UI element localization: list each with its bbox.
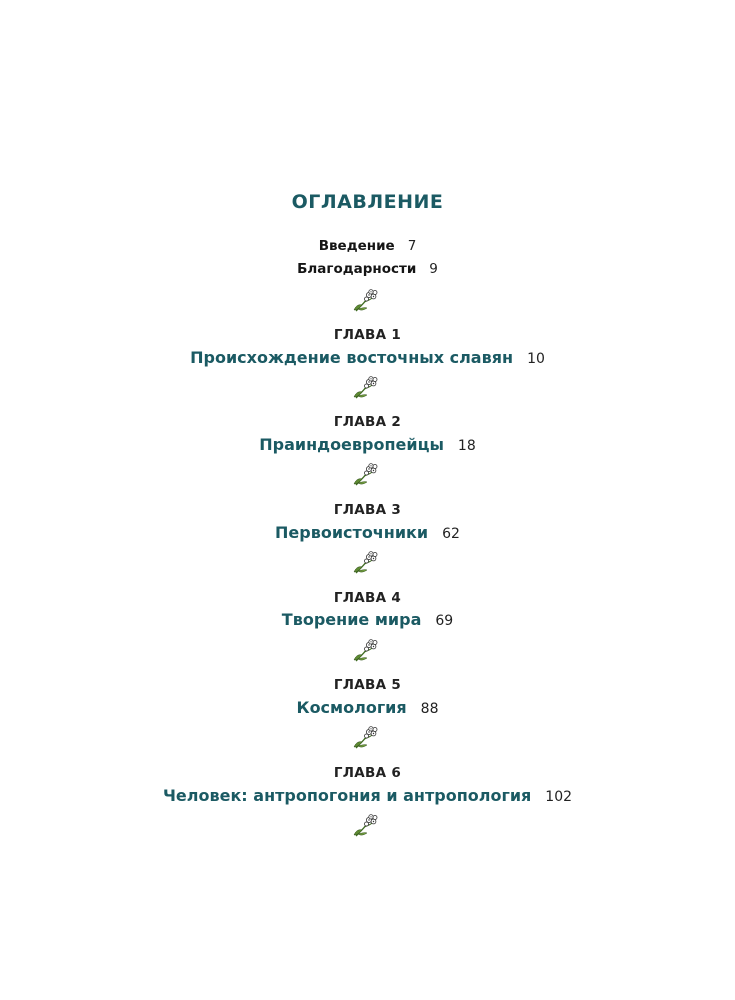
toc-title: ОГЛАВЛЕНИЕ [291,191,444,213]
chapter-title: Человек: антропогония и антропология [162,786,532,805]
chapter-title: Космология [296,698,407,717]
toc-entry-chapter-3[interactable] [0,525,735,541]
chapter-label: ГЛАВА 4 [333,590,402,606]
toc-entry-chapter-6[interactable] [0,788,735,804]
toc-entry-chapter-4[interactable] [0,612,735,628]
flower-sprig-icon [351,463,379,487]
chapter-label: ГЛАВА 5 [333,677,402,693]
page-number: 10 [527,351,545,367]
page-number: 18 [457,438,476,454]
chapter-label: ГЛАВА 1 [333,327,402,343]
flower-sprig-icon [351,639,379,663]
entry-title: Благодарности [297,261,417,277]
entry-title: Введение [318,238,395,254]
flower-sprig-icon [351,726,379,750]
chapter-title: Первоисточники [275,523,429,542]
toc-entry-chapter-5[interactable] [0,700,735,716]
page-number: 9 [429,261,438,277]
page-number: 62 [442,526,460,542]
chapter-title: Происхождение восточных славян [190,348,514,367]
chapter-label: ГЛАВА 2 [333,414,402,430]
toc-entry-chapter-1[interactable] [0,350,735,366]
chapter-label: ГЛАВА 6 [333,765,402,781]
page-number: 69 [435,613,454,629]
toc-entry-acknowledgements[interactable] [0,263,735,277]
flower-sprig-icon [351,376,379,400]
flower-sprig-icon [351,551,379,575]
flower-sprig-icon [351,814,379,838]
page-number: 7 [407,238,417,254]
flower-sprig-icon [351,289,379,313]
chapter-label: ГЛАВА 3 [333,502,402,518]
chapter-title: Творение мира [281,610,422,629]
toc-entry-introduction[interactable] [0,240,735,254]
page-number: 102 [545,789,573,805]
toc-entry-chapter-2[interactable] [0,437,735,453]
chapter-title: Праиндоевропейцы [259,435,444,454]
page-number: 88 [420,701,439,717]
